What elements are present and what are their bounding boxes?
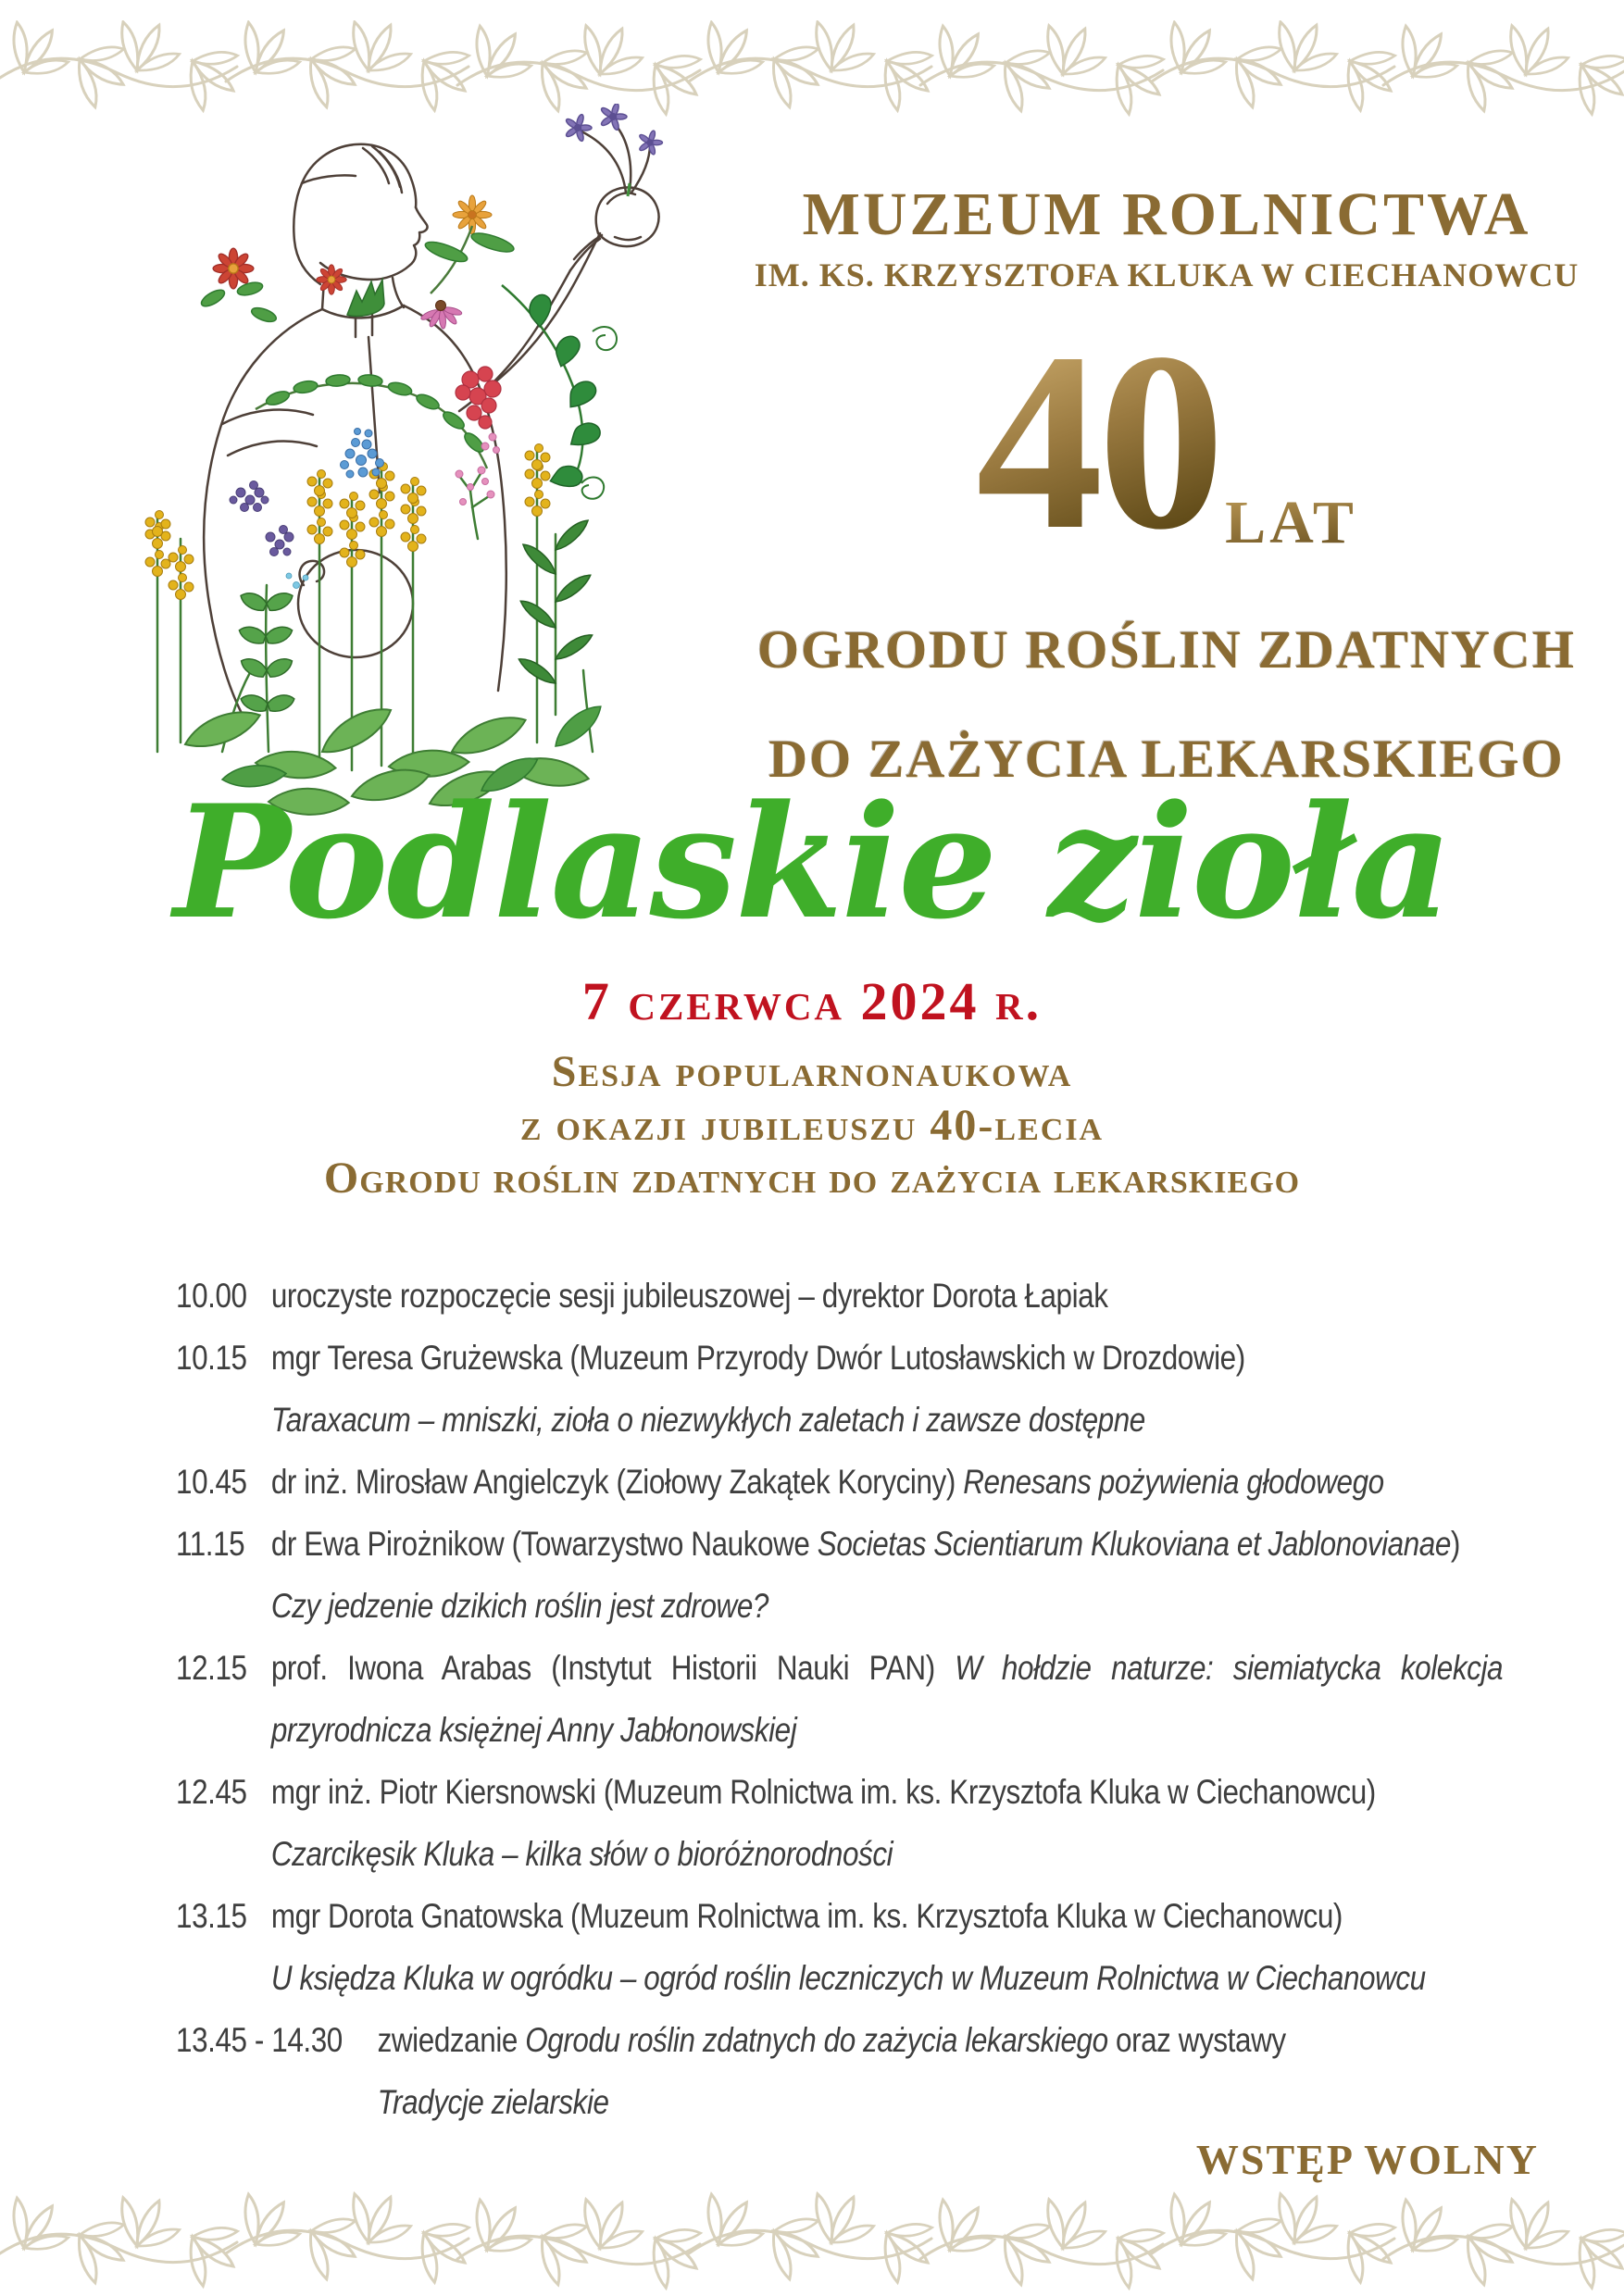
- program-text: prof. Iwona Arabas (Instytut Historii Nauki PAN): [270, 1649, 956, 1687]
- program-text-italic: Societas Scientiarum Klukoviana et Jablonovianae: [817, 1525, 1451, 1563]
- program-text: dr Ewa Pirożnikow (Towarzystwo Naukowe: [270, 1525, 818, 1563]
- program-entry-line: [271, 1947, 1503, 2009]
- program-entry-line: [271, 1637, 1503, 1699]
- program-entry-line: [271, 1823, 1503, 1885]
- program-entry: [176, 1513, 1503, 1637]
- program-entry-time: 10.15: [176, 1339, 247, 1377]
- program-text: mgr inż. Piotr Kiersnowski (Muzeum Rolnictwa im. ks. Krzysztofa Kluka w Ciechanowcu): [270, 1773, 1376, 1811]
- program-entry: [176, 2009, 1503, 2133]
- program-entry-content: [271, 1637, 1503, 1761]
- program-text-italic: przyrodnicza księżnej Anny Jabłonowskiej: [270, 1711, 797, 1749]
- program-entry-content: [378, 2009, 1504, 2133]
- event-date: 7 czerwca 2024 r.: [581, 971, 1043, 1031]
- program-text: dr inż. Mirosław Angielczyk (Ziołowy Zakątek Koryciny): [270, 1463, 964, 1501]
- anniversary-number: 40: [976, 301, 1220, 582]
- program-entry: [176, 1327, 1503, 1451]
- garden-name-line1: OGRODU ROŚLIN ZDATNYCH: [756, 619, 1576, 680]
- program-entry: [176, 1637, 1503, 1761]
- program-entry: [176, 1761, 1503, 1885]
- program-text-italic: Czy jedzenie dzikich roślin jest zdrowe?: [270, 1587, 768, 1625]
- leaf-garland-border-bottom: [0, 2190, 1624, 2294]
- garden-name-line2: DO ZAŻYCIA LEKARSKIEGO: [768, 729, 1565, 789]
- program-entry-line: [271, 1389, 1503, 1451]
- session-line3: Ogrodu roślin zdatnych do zażycia lekarskiego: [323, 1154, 1301, 1203]
- program-entry-time: 10.45: [176, 1463, 247, 1501]
- program-entry-content: [271, 1327, 1503, 1451]
- program-entry-line: [271, 1327, 1503, 1389]
- museum-subtitle: IM. KS. KRZYSZTOFA KLUKA W CIECHANOWCU: [754, 256, 1580, 293]
- program-entry-time: 13.15: [176, 1897, 247, 1935]
- program-list: [176, 1265, 1503, 2133]
- program-entry: [176, 1451, 1503, 1513]
- program-entry-content: [271, 1885, 1503, 2009]
- program-entry-content: [271, 1451, 1503, 1513]
- program-entry-content: [271, 1513, 1503, 1637]
- session-heading: [0, 1044, 1624, 1205]
- program-entry-line: [271, 1761, 1503, 1823]
- program-entry-line: [378, 2009, 1504, 2071]
- program-entry-content: [271, 1265, 1503, 1327]
- program-entry-content: [271, 1761, 1503, 1885]
- program-text-italic: Taraxacum – mniszki, zioła o niezwykłych zaletach i zawsze dostępne: [270, 1401, 1145, 1439]
- poster-main-title: Podlaskie zioła: [173, 770, 1451, 954]
- program-text: ): [1450, 1525, 1460, 1563]
- anniversary-40-lat-emblem: [741, 301, 1593, 582]
- program-entry: [176, 1885, 1503, 2009]
- program-entry-line: [271, 1575, 1503, 1637]
- program-entry-line: [271, 1513, 1503, 1575]
- program-text-italic: U księdza Kluka w ogródku – ogród roślin leczniczych w Muzeum Rolnictwa w Ciechanowcu: [270, 1959, 1426, 1997]
- program-text: uroczyste rozpoczęcie sesji jubileuszowej – dyrektor Dorota Łapiak: [270, 1277, 1108, 1315]
- program-entry-line: [271, 1451, 1503, 1513]
- program-text-italic: W hołdzie naturze: siemiatycka kolekcja: [955, 1649, 1504, 1687]
- program-entry-line: [271, 1265, 1503, 1327]
- program-entry-time: 12.45: [176, 1773, 247, 1811]
- program-entry-time: 11.15: [176, 1525, 245, 1563]
- program-text: oraz wystawy: [1107, 2021, 1286, 2059]
- program-entry-line: [271, 1699, 1503, 1761]
- program-text: mgr Teresa Grużewska (Muzeum Przyrody Dwór Lutosławskich w Drozdowie): [270, 1339, 1245, 1377]
- program-text-italic: Ogrodu roślin zdatnych do zażycia lekarskiego: [525, 2021, 1108, 2059]
- program-text-italic: Czarcikęsik Kluka – kilka słów o bioróżnorodności: [270, 1835, 893, 1873]
- program-text: mgr Dorota Gnatowska (Muzeum Rolnictwa im. ks. Krzysztofa Kluka w Ciechanowcu): [270, 1897, 1343, 1935]
- program-entry-time: 10.00: [176, 1277, 247, 1315]
- program-text-italic: Renesans pożywienia głodowego: [963, 1463, 1384, 1501]
- program-entry-line: [271, 1885, 1503, 1947]
- kluk-herbalist-illustration: [74, 104, 731, 835]
- session-line1: Sesja popularnonaukowa: [551, 1047, 1073, 1096]
- museum-header: [741, 181, 1593, 296]
- admission-note: WSTĘP WOLNY: [1195, 2136, 1539, 2183]
- anniversary-unit: LAT: [1225, 489, 1357, 556]
- program-text: zwiedzanie: [377, 2021, 526, 2059]
- program-entry: [176, 1265, 1503, 1327]
- program-entry-line: [378, 2071, 1504, 2133]
- program-text-italic: Tradycje zielarskie: [377, 2083, 609, 2121]
- program-entry-time: 13.45 - 14.30: [176, 2021, 343, 2059]
- museum-title: MUZEUM ROLNICTWA: [802, 181, 1531, 248]
- session-line2: z okazji jubileuszu 40-lecia: [519, 1101, 1105, 1150]
- program-entry-time: 12.15: [176, 1649, 247, 1687]
